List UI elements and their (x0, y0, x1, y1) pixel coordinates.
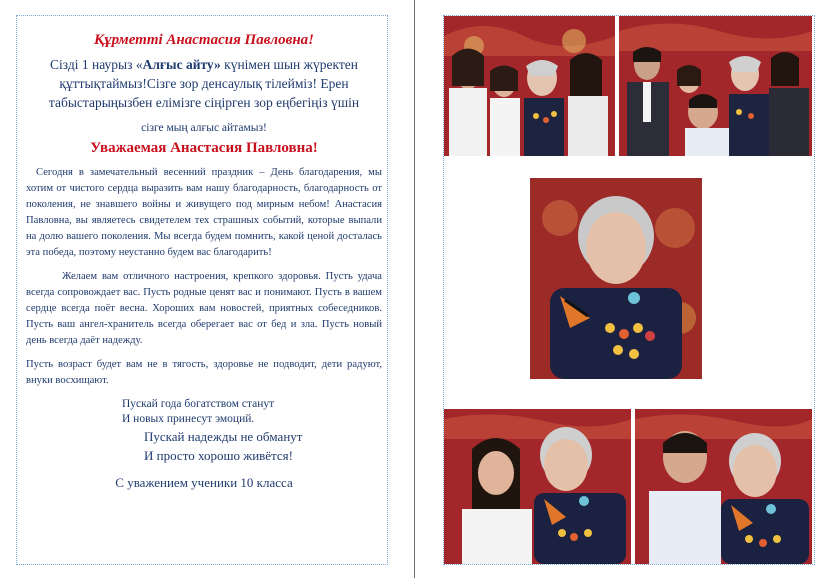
photo-group-boys (619, 16, 812, 156)
russian-paragraph-1: Сегодня в замечательный весенний праздник – День благодарения, мы хотим от чистого сердца выразить вам нашу благодарность, благодарность от поколения, не знавшего войны и живущего под мирным небом! Анастасия Павловна, вы являетесь свидетелем тех страшных событий, которые выпали на долю вашего поколения. Мы всегда будем помнить, какой ценой досталась эта победа, поэтому неустанно будем вас благодарить! (26, 167, 382, 258)
poem-line-4: И просто хорошо живётся! (144, 448, 293, 463)
signature: С уважением ученики 10 класса (115, 475, 293, 490)
photo-boy-with-veteran (635, 409, 812, 564)
photo-group-girls (444, 16, 615, 156)
page-divider (414, 0, 415, 578)
kazakh-paragraph-part2: күнімен шын жүректен құттықтаймыз!Сізге зор денсаулық тілейміз! Ерен табыстарыңызбен елімізге сіңірген зор еңбегіңіз үшін (48, 57, 360, 110)
photo-girl-with-veteran (444, 409, 631, 564)
photo-veteran-portrait (530, 178, 702, 379)
poem-line-2: И новых принесут эмоций. (122, 413, 255, 425)
poem-line-3: Пускай надежды не обманут (144, 429, 303, 444)
russian-paragraph-3: Пусть возраст будет вам не в тягость, здоровье не подводит, дети радуют, внуки восхищают. (26, 359, 382, 386)
russian-title: Уважаемая Анастасия Павловна! (90, 140, 318, 156)
kazakh-paragraph-part1: Сізді 1 наурыз « (50, 57, 143, 72)
kazakh-paragraph-bold: Алғыс айту» (142, 57, 221, 72)
greeting-text-column (26, 20, 382, 491)
russian-paragraph-2: Желаем вам отличного настроения, крепкого здоровья. Пусть удача всегда сопровождает вас. Пусть родные ценят вас и понимают. Пусть в вашем сердце всегда поёт весна. Хороших вам новостей, приятных собеседников. Пусть ваш ангел-хранитель всегда оберегает вас от бед и зла. Пусть новый день всегда даёт надежду. (26, 271, 382, 346)
poem-line-1: Пускай года богатством станут (122, 398, 275, 410)
kazakh-closing-line: сізге мың алғыс айтамыз! (141, 122, 267, 134)
kazakh-paragraph (26, 55, 382, 112)
kazakh-title: Құрметті Анастасия Павловна! (94, 32, 314, 48)
poem (26, 397, 382, 465)
